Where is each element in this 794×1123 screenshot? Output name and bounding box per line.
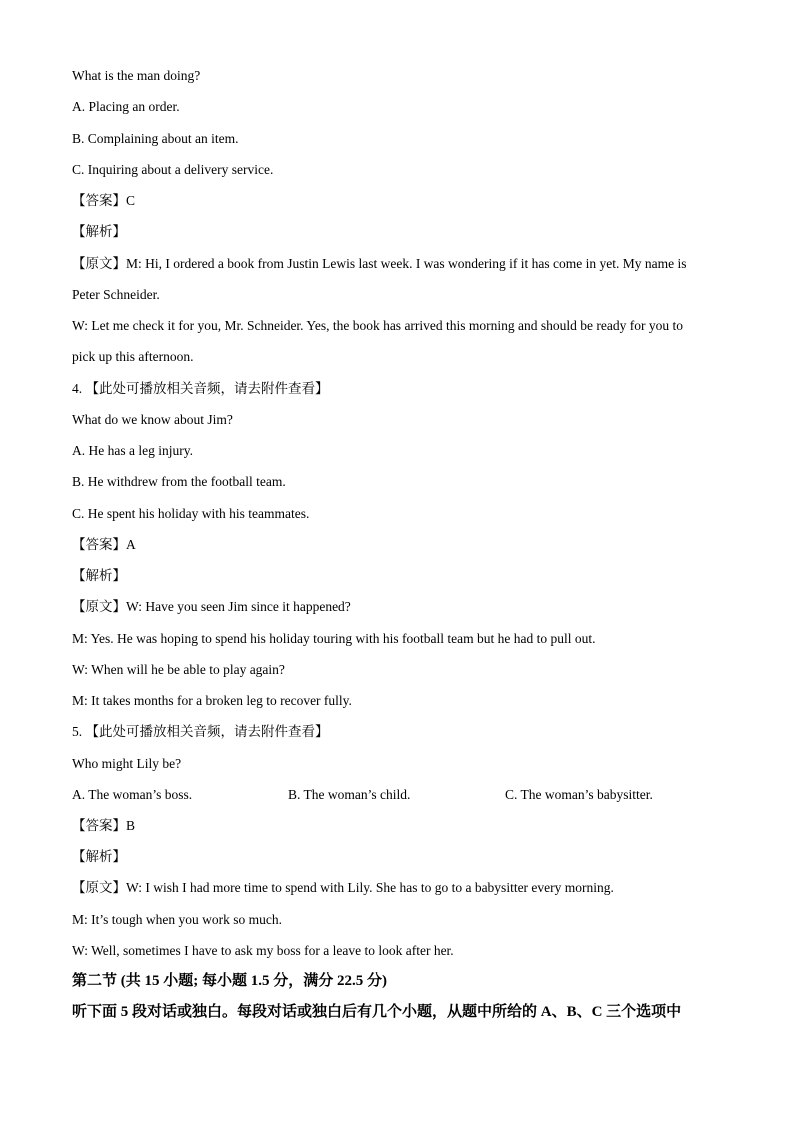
section-2-instruction: 听下面 5 段对话或独白。每段对话或独白后有几个小题，从题中所给的 A、B、C 三个选项中 xyxy=(72,1004,682,1020)
question-5-transcript-line: 【原文】W: I wish I had more time to spend with Lily. She has to go to a babysitter every morning. xyxy=(72,880,614,895)
question-3-transcript-line: W: Let me check it for you, Mr. Schneider. Yes, the book has arrived this morning and should be ready for you to xyxy=(72,318,684,333)
question-3-option-c: C. Inquiring about a delivery service. xyxy=(72,162,274,177)
question-3-option-a: A. Placing an order. xyxy=(72,99,180,114)
question-4-transcript-line: M: Yes. He was hoping to spend his holiday touring with his football team but he had to pull out. xyxy=(72,631,596,646)
question-5-analysis-label: 【解析】 xyxy=(72,849,126,864)
question-3-option-b: B. Complaining about an item. xyxy=(72,131,239,146)
question-5-option-c: C. The woman’s babysitter. xyxy=(505,787,653,802)
question-3-transcript-line: Peter Schneider. xyxy=(72,287,160,302)
question-5-answer: 【答案】B xyxy=(72,818,136,833)
question-3-answer: 【答案】C xyxy=(72,193,136,208)
question-5-transcript-line: M: It’s tough when you work so much. xyxy=(72,912,282,927)
question-5-option-a: A. The woman’s boss. xyxy=(72,787,193,802)
question-4-option-a: A. He has a leg injury. xyxy=(72,443,193,458)
question-3-transcript-line: pick up this afternoon. xyxy=(72,349,194,364)
question-4-answer: 【答案】A xyxy=(72,537,136,552)
question-4-transcript-line: M: It takes months for a broken leg to recover fully. xyxy=(72,693,352,708)
question-4-option-b: B. He withdrew from the football team. xyxy=(72,474,286,489)
question-3-transcript-line: 【原文】M: Hi, I ordered a book from Justin Lewis last week. I was wondering if it has come in yet. My name is xyxy=(72,256,687,271)
question-4-text: What do we know about Jim? xyxy=(72,412,233,427)
question-4-option-c: C. He spent his holiday with his teammates. xyxy=(72,506,310,521)
section-2-title: 第二节 (共 15 小题; 每小题 1.5 分，满分 22.5 分) xyxy=(72,973,387,989)
question-4-transcript-line: 【原文】W: Have you seen Jim since it happened? xyxy=(72,599,351,614)
question-5-header: 5. 【此处可播放相关音频，请去附件查看】 xyxy=(72,724,329,739)
question-4-header: 4. 【此处可播放相关音频，请去附件查看】 xyxy=(72,381,329,396)
question-3-analysis-label: 【解析】 xyxy=(72,224,126,239)
question-5-text: Who might Lily be? xyxy=(72,756,182,771)
question-4-transcript-line: W: When will he be able to play again? xyxy=(72,662,285,677)
question-5-transcript-line: W: Well, sometimes I have to ask my boss for a leave to look after her. xyxy=(72,943,454,958)
question-3-text: What is the man doing? xyxy=(72,68,201,83)
question-5-option-b: B. The woman’s child. xyxy=(288,787,411,802)
question-4-analysis-label: 【解析】 xyxy=(72,568,126,583)
